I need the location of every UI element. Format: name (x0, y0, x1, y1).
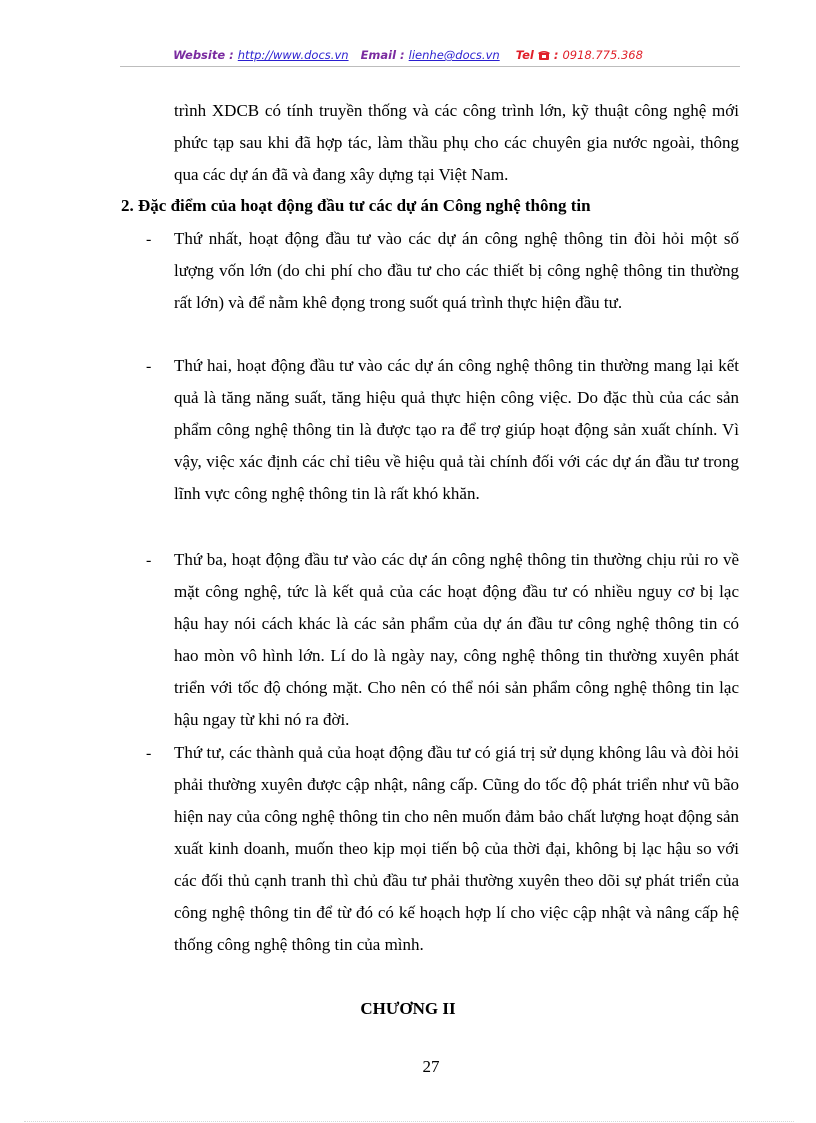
list-item: Thứ hai, hoạt động đầu tư vào các dự án công nghệ thông tin thường mang lại kết quả là tăng năng suất, tăng hiệu quả thực hiện công việc. Do đặc thù của các sản phẩm công nghệ thông tin là được tạo ra để trợ giúp hoạt động sản xuất chính. Vì vậy, việc xác định các chỉ tiêu về hiệu quả tài chính đối với các dự án đầu tư trong lĩnh vực công nghệ thông tin là rất khó khăn. (174, 356, 739, 503)
header-divider (120, 66, 740, 67)
section-title: 2. Đặc điểm của hoạt động đầu tư các dự án Công nghệ thông tin (121, 196, 591, 215)
header-separator: : (396, 48, 409, 62)
email-link[interactable]: lienhe@docs.vn (408, 48, 500, 62)
list-item: Thứ tư, các thành quả của hoạt động đầu tư có giá trị sử dụng không lâu và đòi hỏi phải thường xuyên được cập nhật, nâng cấp. Cũng do tốc độ phát triển như vũ bão hiện nay của công nghệ thông tin cho nên muốn đảm bảo chất lượng hoạt động sản xuất kinh doanh, muốn theo kịp mọi tiến bộ của thời đại, không bị lạc hậu so với các đối thủ cạnh tranh thì chủ đầu tư phải thường xuyên theo dõi sự phát triển của công nghệ thông tin để từ đó có kế hoạch hợp lí cho việc cập nhật và nâng cấp hệ thống công nghệ thông tin của mình. (174, 743, 739, 954)
website-label: Website (173, 48, 226, 62)
chapter-heading: CHƯƠNG II (360, 999, 456, 1018)
header-separator: : (549, 48, 563, 62)
phone-icon (538, 50, 550, 64)
bullet-marker: - (146, 552, 152, 569)
list-item: Thứ ba, hoạt động đầu tư vào các dự án công nghệ thông tin thường chịu rủi ro về mặt công nghệ, tức là kết quả của các hoạt động đầu tư có nhiều nguy cơ bị lạc hậu hay nói cách khác là các sản phẩm của dự án đầu tư công nghệ thông tin có hao mòn vô hình lớn. Lí do là ngày nay, công nghệ thông tin thường xuyên phát triển với tốc độ chóng mặt. Cho nên có thể nói sản phẩm công nghệ thông tin lạc hậu ngay từ khi nó ra đời. (174, 550, 739, 729)
bullet-marker: - (146, 358, 152, 375)
intro-paragraph: trình XDCB có tính truyền thống và các công trình lớn, kỹ thuật công nghệ mới phức tạp sau khi đã hợp tác, làm thầu phụ cho các chuyên gia nước ngoài, thông qua các dự án đã và đang xây dựng tại Việt Nam. (174, 101, 739, 184)
page-bottom-border (24, 1121, 794, 1122)
bullet-marker: - (146, 745, 152, 762)
website-link[interactable]: http://www.docs.vn (237, 48, 349, 62)
bullet-marker: - (146, 231, 152, 248)
header-separator: : (225, 48, 238, 62)
phone-number: 0918.775.368 (562, 48, 643, 62)
list-item: Thứ nhất, hoạt động đầu tư vào các dự án công nghệ thông tin đòi hỏi một số lượng vốn lớn (do chi phí cho đầu tư cho các thiết bị công nghệ thông tin thường rất lớn) và để nằm khê đọng trong suốt quá trình thực hiện đầu tư. (174, 229, 739, 312)
tel-label: Tel (515, 48, 534, 62)
page-header (0, 48, 816, 64)
page-number: 27 (422, 1057, 440, 1076)
email-label: Email (360, 48, 397, 62)
